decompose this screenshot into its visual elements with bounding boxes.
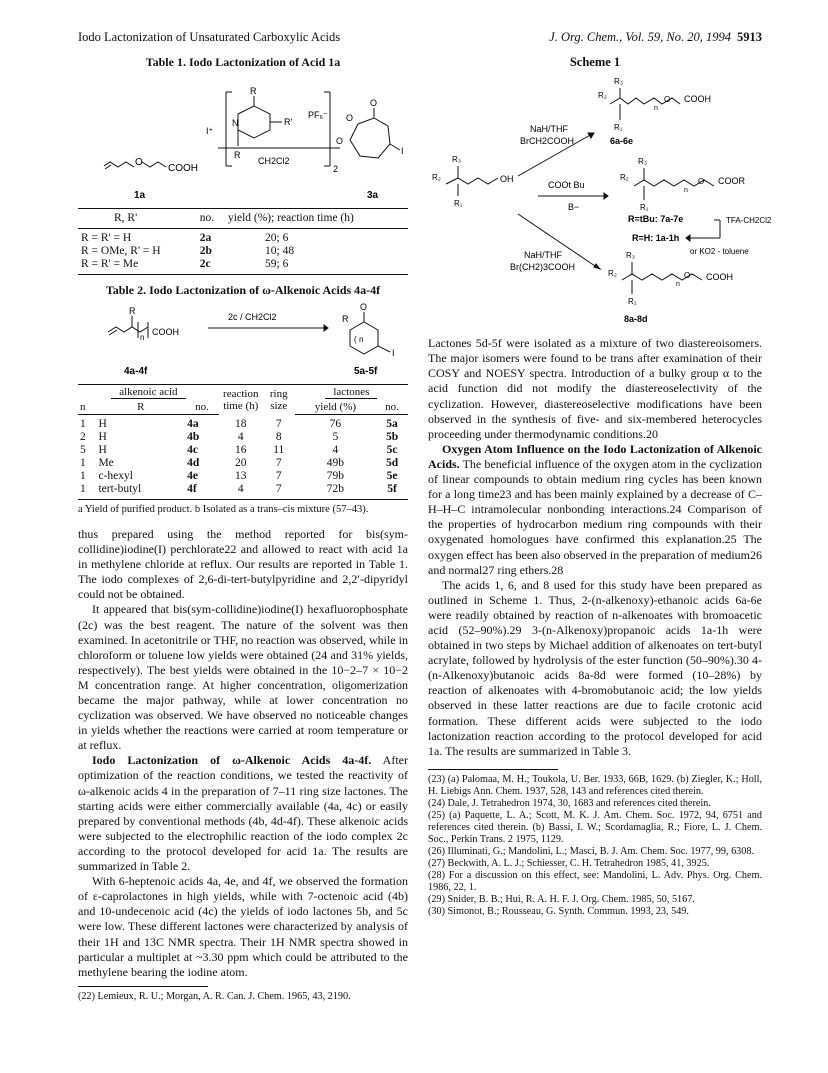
table-cell: 20: [235, 457, 247, 470]
svg-text:n: n: [140, 333, 145, 343]
table-cell: c-hexyl: [98, 470, 133, 483]
scheme1-title: Scheme 1: [569, 55, 621, 69]
reagent-bromobutanoic: Br(CH2)3COOH: [510, 262, 576, 273]
svg-text:(: (: [354, 335, 357, 345]
table-cell: 4d: [187, 457, 200, 470]
svg-text:I⁺: I⁺: [206, 126, 214, 137]
reagent-2c: 2c / CH2Cl2: [228, 312, 277, 323]
table1-col-yield: yield (%); reaction time (h): [225, 209, 408, 229]
paragraph-with-heading: [78, 753, 408, 874]
svg-text:COOH: COOH: [706, 272, 733, 283]
svg-text:R₂: R₂: [432, 173, 441, 183]
table-cell: H: [98, 431, 107, 444]
svg-text:n: n: [654, 105, 658, 113]
table-cell: 8: [275, 431, 282, 444]
table-row: [78, 258, 408, 275]
table1-scheme: [78, 74, 408, 204]
svg-text:I: I: [392, 348, 395, 359]
table-row: [78, 457, 408, 470]
table2-caption: Table 2. Iodo Lactonization of ω-Alkenoic Acids 4a-4f: [105, 283, 381, 298]
footnote-divider: [428, 769, 558, 770]
table-cell: 4b: [187, 431, 200, 444]
table2-group-lactones-label: lactones: [325, 386, 377, 399]
table-cell: 1: [80, 470, 86, 483]
table1-caption: Table 1. Iodo Lactonization of Acid 1a: [145, 55, 341, 69]
svg-text:O: O: [360, 302, 368, 313]
paragraph: Lactones 5d-5f were isolated as a mixture of two diastereoisomers. The major isomers were found to be trans after examination of their COSY and NOESY spectra. Introduction of a bulky group α to the acid function did not modify the diastereoselectivity of the cyclization. However, diastereoselective modifications have been observed in the synthesis of five- and six-membered heterocycles proceeding under thermodynamic conditions.20: [428, 336, 762, 441]
svg-text:R₁: R₁: [640, 203, 649, 213]
reagent-bromoacetic: BrCH2COOH: [520, 136, 575, 147]
table-cell: R = R' = H: [81, 232, 132, 245]
paragraph: It appeared that bis(sym-collidine)iodine(I) hexafluorophosphate (2c) was the best reagent. The nature of the solvent was then examined. In acetonitrile or THF, no reaction was observed, while in chloroform or toluene low yields were obtained (24 and 31% yields, respectively). The best yields were obtained in the 10−2–7 × 10−2 M concentration range. At higher concentration, oligomerization became the major pathway, while at lower concentration no cyclization was observed. We have observed no noticeable changes in yields whether the reactions were carried at room temperature or at reflux.: [78, 602, 408, 753]
table-row: [78, 444, 408, 457]
page-number: 5913: [737, 30, 762, 44]
table-cell: 7: [263, 483, 295, 500]
table-cell: R = OMe, R' = H: [81, 245, 161, 258]
paragraph-text: After optimization of the reaction conditions, we tested the reactivity of ω-alkenoic acids 4 in the preparation of 7–11 ring size lactones. The starting acids were either commercially available (4a, 4c) or easily prepared by conventional methods (4b, 4d-4f). These alkenoic acids were subjected to the electrophilic reaction of the iodo complex 2c according to the protocol developed for acid 1a. The results are summarized in Table 2.: [78, 753, 408, 874]
table-cell: 1: [80, 418, 86, 431]
svg-text:R: R: [234, 150, 241, 161]
table-row: [78, 431, 408, 444]
table-cell: 11: [273, 444, 285, 457]
reference-item: (27) Beckwith, A. L. J.; Schiesser, C. H. Tetrahedron 1985, 41, 3925.: [428, 857, 710, 869]
lactone-3a-structure: [350, 108, 400, 158]
label-8a-8d: 8a-8d: [624, 314, 648, 325]
table-row: [78, 415, 408, 432]
table-cell: 5b: [385, 431, 399, 444]
paragraph: thus prepared using the method reported for bis(sym-collidine)iodine(I) perchlorate22 and allowed to react with acid 1a in methylene chloride at reflux. Our results are reported in Table 1. The iodo complexes of 2,6-di-tert-butylpyridine and 2,2′-dipyridyl could not be obtained.: [78, 526, 408, 602]
reference-item: (26) Illuminati, G.; Mandolini, L.; Masci, B. J. Am. Chem. Soc. 1977, 99, 6308.: [428, 845, 754, 857]
journal-citation: J. Org. Chem., Vol. 59, No. 20, 1994: [549, 30, 731, 44]
table2-col-n: n: [78, 400, 96, 415]
table-cell: 16: [235, 444, 247, 457]
footnote-divider: [78, 986, 208, 987]
svg-text:O: O: [684, 271, 691, 281]
svg-text:n: n: [676, 281, 680, 289]
svg-text:N: N: [232, 118, 239, 129]
table-cell: 2b: [199, 245, 212, 258]
scheme-lines: [446, 88, 720, 294]
table-cell: 4e: [187, 470, 198, 483]
svg-text:R₂: R₂: [608, 269, 617, 279]
running-head-title: Iodo Lactonization of Unsaturated Carboxylic Acids: [78, 30, 341, 44]
table2-col-yield: [295, 400, 376, 415]
reference-item: (24) Dale, J. Tetrahedron 1974, 30, 1683 and references cited therein.: [428, 797, 711, 809]
reference-item: (30) Simonot, B.; Rousseau, G. Synth. Commun. 1993, 23, 549.: [428, 905, 689, 917]
paragraph: The acids 1, 6, and 8 used for this study have been prepared as outlined in Scheme 1. Thus, 2-(n-alkenoxy)-ethanoic acids 6a-6e were readily obtained by reaction of n-alkenoates with bromoacetic acid (52–90%).29 3-(n-Alkenoxy)propanoic acids 1a-1h were obtained in two steps by Michael addition of alkenoates on tert-butyl acrylate, followed by hydrolysis of the ester function (50–90%).30 4-(n-Alkenoxy)butanoic acids 8a-8d were formed (10–28%) by reaction of alkenoates with 4-bromobutanoic acid; the low yields observed in these latter reactions are due to facile crotonic acid formation. These different acids were subjected to the iodo lactonization reaction according to the protocol developed for acid 1a. The results are summarized in Table 3.: [428, 577, 762, 758]
label-6a-6e: 6a-6e: [610, 136, 634, 147]
table2-col-r: R: [96, 400, 185, 415]
table-cell: 79b: [326, 470, 345, 483]
left-column: [78, 55, 408, 1003]
table-cell: 2a: [199, 232, 212, 245]
reagent-nah-thf-top: NaH/THF: [530, 124, 568, 135]
table-row: [78, 483, 408, 500]
table1: [78, 208, 408, 275]
table-cell: 5f: [376, 483, 408, 500]
reagent-nah-thf-bottom: NaH/THF: [524, 250, 562, 261]
table-cell: 2c: [197, 258, 225, 275]
svg-text:R₂: R₂: [598, 91, 607, 101]
table-cell: 18: [235, 418, 247, 431]
svg-text:O: O: [370, 98, 378, 109]
table-cell: Me: [98, 457, 114, 470]
svg-text:2: 2: [333, 164, 339, 175]
reference-item: (28) For a discussion on this effect, see: Mandolini, L. Adv. Phys. Org. Chem. 1986, 22, 1.: [428, 869, 762, 893]
svg-text:R: R: [129, 306, 136, 317]
compound-label-3a: 3a: [367, 190, 379, 202]
table-row: [78, 470, 408, 483]
table2-scheme: [78, 302, 408, 380]
svg-text:n: n: [359, 335, 364, 345]
svg-text:O: O: [336, 136, 344, 147]
condition-tfa: TFA-CH2Cl2: [726, 216, 772, 226]
table-cell: R = R' = Me: [78, 258, 197, 275]
table-cell: 4c: [187, 444, 198, 457]
svg-text:O: O: [698, 177, 705, 187]
table2: [78, 384, 408, 500]
svg-text:R₁: R₁: [454, 199, 463, 209]
svg-text:R₃: R₃: [452, 155, 462, 165]
table2-col-ring: ring size: [263, 385, 295, 415]
compound-label-1a: 1a: [134, 190, 146, 202]
right-body-text: [428, 336, 762, 759]
table-cell: 4: [332, 444, 339, 457]
svg-text:R₁: R₁: [628, 297, 637, 307]
table-cell: 20; 6: [265, 232, 289, 245]
reference-item: (23) (a) Palomaa, M. H.; Toukola, U. Ber. 1933, 66B, 1629. (b) Ziegler, K.; Holl, H. Liebigs Ann. Chem. 1937, 528, 143 and references cited therein.: [428, 773, 762, 797]
table2-group-alkenoic: [78, 385, 219, 401]
table-cell: 76: [329, 418, 342, 431]
svg-text:R₂: R₂: [620, 173, 629, 183]
running-head-journal: [549, 30, 762, 45]
table2-col-yield-label: yield (%): [314, 401, 357, 414]
svg-text:I: I: [401, 146, 404, 157]
paragraph-text: The beneficial influence of the oxygen atom in the cyclization of linear compounds to obtain medium ring cycles has been known for a long time23 and has been mainly explained by a decrease of C–H–H–C intramolecular nonbonding interactions.24 Comparison of the properties of hydrocarbon medium ring compounds with their oxygenated homologues have confirmed this explanation.25 The oxygen effect has been also observed in the preparation of medium26 and normal27 ring ethers.28: [428, 456, 762, 577]
table-cell: 5d: [385, 457, 399, 470]
table-cell: 4: [237, 431, 244, 444]
scheme1-diagram: [428, 72, 772, 332]
svg-text:OH: OH: [500, 174, 514, 185]
table-cell: 10; 48: [265, 245, 295, 258]
svg-text:COOH: COOH: [152, 327, 179, 338]
svg-text:R₃: R₃: [626, 251, 636, 261]
svg-text:R₃: R₃: [638, 157, 648, 167]
table2-footnote: a Yield of purified product. b Isolated as a trans–cis mixture (57–43).: [78, 504, 369, 516]
svg-text:O: O: [135, 157, 143, 169]
svg-text:PF₆⁻: PF₆⁻: [308, 110, 328, 121]
references-list: [428, 774, 762, 918]
table-cell: 13: [235, 470, 247, 483]
table2-group-alkenoic-label: alkenoic acid: [111, 386, 185, 399]
reference-22: (22) Lemieux, R. U.; Morgan, A. R. Can. J. Chem. 1965, 43, 2190.: [78, 990, 351, 1002]
table-cell: 1: [78, 483, 96, 500]
table1-col-rr: R, R': [78, 209, 197, 229]
table1-col-no: no.: [197, 209, 225, 229]
table-cell: tert-butyl: [96, 483, 185, 500]
table-cell: 1: [80, 457, 86, 470]
table-row: [78, 229, 408, 246]
reference-item: (29) Snider, B. B.; Hui, R. A. H. F. J. Org. Chem. 1985, 50, 5167.: [428, 893, 695, 905]
table-cell: 59; 6: [225, 258, 408, 275]
table2-group-lactones: [295, 385, 408, 401]
compound-label-5a-5f: 5a-5f: [354, 366, 378, 378]
svg-text:R: R: [342, 314, 349, 325]
svg-text:COOH: COOH: [168, 163, 198, 175]
table-cell: H: [98, 418, 107, 431]
table2-col-no2: no.: [376, 400, 408, 415]
section-heading: Oxygen Atom Influence on the Iodo Lactonization of Alkenoic Acids.: [428, 441, 762, 471]
svg-text:R': R': [284, 117, 293, 128]
table-cell: H: [98, 444, 107, 457]
compound-label-4a-4f: 4a-4f: [124, 366, 148, 378]
paragraph: With 6-heptenoic acids 4a, 4e, and 4f, we observed the formation of ε-caprolactones in high yields, while with 7-octenoic acid (4b) and 10-undecenoic acid (4c) the yields of iodo lactones 5b, and 5c were low. These different lactones were characterized by analysis of their 1H and 13C NMR spectra. Their 1H NMR spectra showed in particular a multiplet at ~3.30 ppm which could be attributed to the methylene bearing the iodine atom.: [78, 874, 408, 979]
table-cell: 7: [275, 470, 282, 483]
svg-text:O: O: [664, 95, 671, 105]
svg-text:R: R: [250, 86, 257, 97]
section-heading: Iodo Lactonization of ω-Alkenoic Acids 4a-4f.: [92, 753, 372, 768]
condition-ko2: or KO2 - toluene: [690, 247, 749, 257]
table-cell: 4f: [185, 483, 219, 500]
table-cell: 5: [332, 431, 339, 444]
table-cell: 5: [80, 444, 86, 457]
label-tbu: R=tBu: 7a-7e: [628, 214, 684, 225]
table2-col-time: reaction time (h): [219, 385, 263, 415]
table-cell: 4: [219, 483, 263, 500]
svg-text:n: n: [684, 187, 688, 195]
table-cell: 7: [275, 418, 282, 431]
right-column: [428, 55, 772, 918]
table-cell: 49b: [326, 457, 345, 470]
table-cell: 72b: [295, 483, 376, 500]
reference-item: (25) (a) Paquette, L. A.; Scott, M. K. J. Am. Chem. Soc. 1972, 94, 6751 and references cited therein. (b) Bassi, I. W.; Scordamaglia, R.; Fiore, L. J. Chem. Soc., Perkin Trans. 2 1975, 1129.: [428, 809, 762, 845]
svg-text:R₁: R₁: [614, 123, 623, 133]
table-row: [78, 245, 408, 258]
table2-col-no1: no.: [185, 400, 219, 415]
paragraph-with-heading: [428, 442, 762, 578]
svg-text:COOR: COOR: [718, 176, 745, 187]
table-cell: 5e: [386, 470, 398, 483]
table-cell: 7: [275, 457, 282, 470]
reagent-ch2cl2: CH2Cl2: [258, 156, 290, 167]
svg-text:R₃: R₃: [614, 77, 624, 87]
label-h: R=H: 1a-1h: [632, 233, 680, 244]
svg-text:COOH: COOH: [684, 94, 711, 105]
reagent-base: B−: [568, 202, 580, 213]
table-cell: 5c: [386, 444, 398, 457]
left-body-text: [78, 527, 408, 980]
table-cell: 2: [80, 431, 86, 444]
svg-text:O: O: [346, 113, 354, 124]
table-cell: 4a: [187, 418, 199, 431]
table-cell: 5a: [386, 418, 398, 431]
reagent-acrylate: COOt Bu: [548, 180, 585, 191]
table2-body: [78, 415, 408, 500]
